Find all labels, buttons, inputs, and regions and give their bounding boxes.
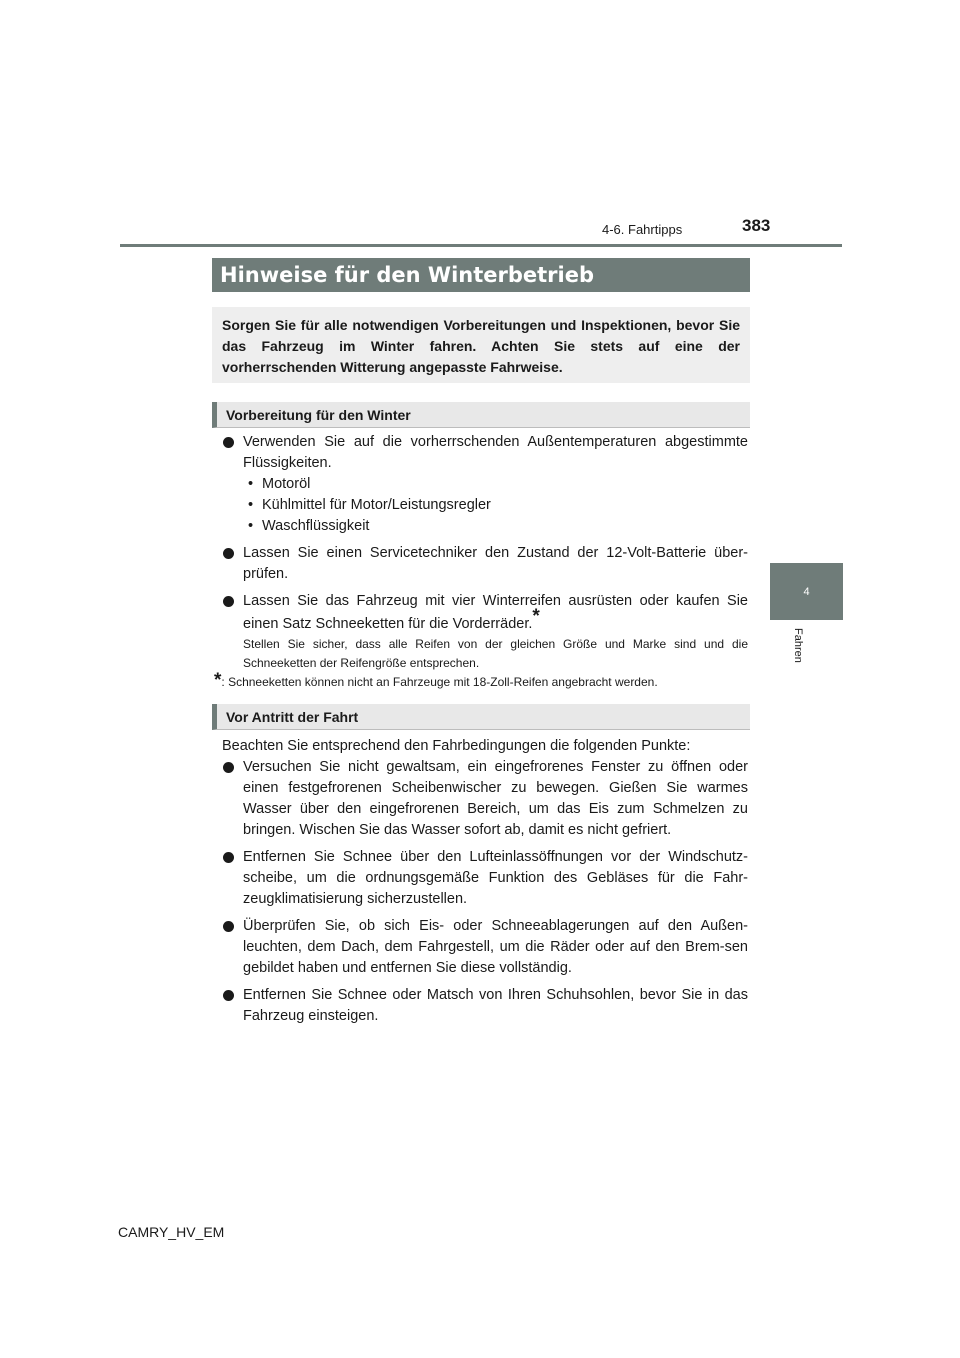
- fluid-list: [222, 474, 748, 537]
- chapter-name: Fahren: [792, 628, 804, 663]
- footer-model-code: CAMRY_HV_EM: [118, 1224, 225, 1240]
- bullet-text: Lassen Sie das Fahrzeug mit vier Winterreifen ausrüsten oder kaufen Sie einen Satz Schneeketten für die Vorderräder.: [243, 593, 748, 632]
- bullet-text: Entfernen Sie Schnee über den Lufteinlassöffnungen vor der Windschutz-scheibe, um die ordnungsgemäße Funktion des Gebläses für die Fahr-zeugklimatisierung sicherzustellen.: [243, 849, 748, 907]
- list-item: [222, 847, 748, 910]
- section-intro: Beachten Sie entsprechend den Fahrbedingungen die folgenden Punkte:: [222, 738, 691, 754]
- bullet-dot-icon: •: [248, 476, 254, 492]
- bullet-text-wrapper: [243, 591, 748, 635]
- list-item: [222, 757, 748, 841]
- section-label: 4-6. Fahrtipps: [602, 222, 683, 237]
- list-item: [222, 432, 748, 474]
- list-item: • Motoröl: [222, 474, 748, 495]
- bullet-dot-icon: •: [248, 497, 254, 513]
- intro-box: Sorgen Sie für alle notwendigen Vorbereitungen und Inspektionen, bevor Sie das Fahrzeug im Winter fahren. Achten Sie stets auf eine der vorherrschenden Witterung angepasste Fahrweise.: [212, 307, 750, 383]
- bullet-text: Entfernen Sie Schnee oder Matsch von Ihren Schuhsohlen, bevor Sie in das Fahrzeug einsteigen.: [243, 987, 748, 1024]
- list-item: [222, 985, 748, 1027]
- tire-note: Stellen Sie sicher, dass alle Reifen von der gleichen Größe und Marke sind und die Schneeketten der Reifengröße entsprechen.: [243, 636, 748, 670]
- before-driving-content: [222, 736, 748, 1033]
- bullet-dot-icon: •: [248, 518, 254, 534]
- bullet-icon: [223, 921, 234, 932]
- bullet-icon: [223, 852, 234, 863]
- section-heading-winter-prep: Vorbereitung für den Winter: [212, 402, 750, 428]
- list-item: [222, 916, 748, 979]
- bullet-icon: [223, 596, 234, 607]
- bullet-text: Überprüfen Sie, ob sich Eis- oder Schneeablagerungen auf den Außen-leuchten, dem Dach, dem Fahrgestell, um die Räder oder auf den Brem-sen gebildet haben und entfernen Sie diese vollständig.: [243, 918, 748, 976]
- header-rule: [120, 244, 842, 247]
- bullet-text: Versuchen Sie nicht gewaltsam, ein eingefrorenes Fenster zu öffnen oder einen festgefrorenen Scheibenwischer zu bewegen. Gießen Sie warmes Wasser über den eingefrorenen Bereich, um das Eis zum Schmelzen zu bringen. Wischen Sie das Wasser sofort ab, damit es nicht gefriert.: [243, 759, 748, 838]
- chapter-number: 4: [803, 585, 810, 598]
- page-number: 383: [742, 216, 771, 235]
- bullet-icon: [223, 990, 234, 1001]
- footnote-star: *: [214, 669, 222, 691]
- bullet-icon: [223, 437, 234, 448]
- section-heading-before-driving: Vor Antritt der Fahrt: [212, 704, 750, 730]
- list-item: • Kühlmittel für Motor/Leistungsregler: [222, 495, 748, 516]
- list-item: [222, 543, 748, 585]
- footnote-marker: *: [532, 606, 540, 627]
- bullet-icon: [223, 548, 234, 559]
- footnote-text: : Schneeketten können nicht an Fahrzeuge mit 18-Zoll-Reifen angebracht werden.: [221, 674, 658, 689]
- list-item: • Waschflüssigkeit: [222, 516, 748, 537]
- bullet-icon: [223, 762, 234, 773]
- footnote: [206, 669, 748, 692]
- bullet-text: Verwenden Sie auf die vorherrschenden Außentemperaturen abgestimmte Flüssigkeiten.: [243, 434, 748, 471]
- list-item: [222, 591, 748, 635]
- bullet-text: Lassen Sie einen Servicetechniker den Zustand der 12-Volt-Batterie über-prüfen.: [243, 545, 748, 582]
- page-title: Hinweise für den Winterbetrieb: [212, 258, 750, 292]
- chapter-tab[interactable]: [770, 563, 843, 620]
- winter-prep-content: [214, 432, 748, 692]
